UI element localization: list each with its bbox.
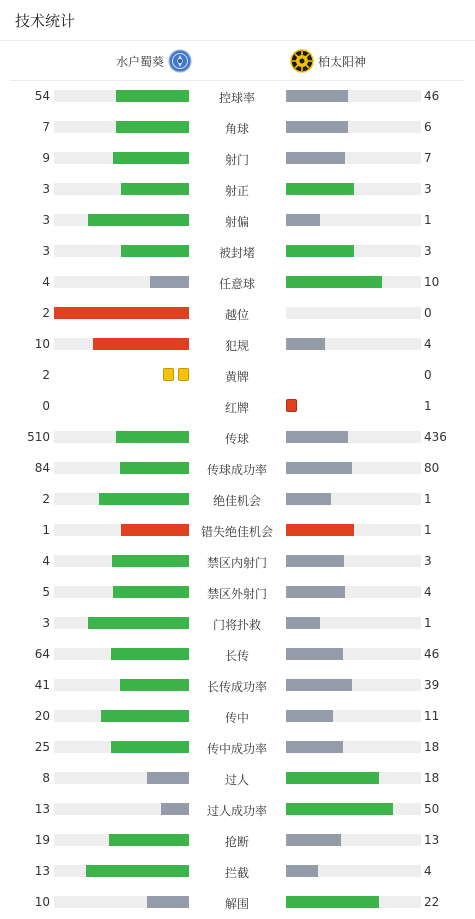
away-bar-fill <box>286 152 345 164</box>
home-bar-fill <box>121 524 189 536</box>
stat-row <box>0 670 475 701</box>
stat-row <box>0 329 475 360</box>
page-title: 技术统计 <box>15 12 76 30</box>
home-stat-value: 2 <box>42 368 50 382</box>
stat-label: 解围 <box>224 897 249 911</box>
stat-label: 长传成功率 <box>206 680 267 694</box>
stat-label: 犯规 <box>224 339 249 353</box>
away-stat-value: 1 <box>424 616 432 630</box>
away-bar-fill <box>286 462 352 474</box>
home-bar-fill <box>113 152 189 164</box>
stat-row <box>0 577 475 608</box>
stat-row <box>0 515 475 546</box>
stat-label: 被封堵 <box>218 246 255 260</box>
stat-row <box>0 422 475 453</box>
stat-label: 传球成功率 <box>206 463 267 477</box>
away-bar-track <box>286 648 421 660</box>
home-bar-track <box>54 834 189 846</box>
away-team[interactable] <box>290 49 366 73</box>
away-bar-fill <box>286 493 331 505</box>
home-bar-fill <box>147 772 189 784</box>
home-bar-fill <box>111 741 189 753</box>
home-bar-track <box>54 679 189 691</box>
home-stat-value: 3 <box>42 182 50 196</box>
stat-label: 抢断 <box>224 835 249 849</box>
home-bar-track <box>54 741 189 753</box>
away-stat-value: 18 <box>424 740 440 754</box>
away-stat-value: 4 <box>424 337 432 351</box>
away-stat-value: 4 <box>424 864 432 878</box>
home-bar-fill <box>161 803 189 815</box>
away-bar-fill <box>286 214 320 226</box>
home-bar-fill <box>120 679 189 691</box>
stat-row <box>0 453 475 484</box>
stat-row <box>0 887 475 918</box>
home-team-name: 水户蜀葵 <box>115 54 164 69</box>
away-bar-fill <box>286 803 393 815</box>
away-stat-value: 4 <box>424 585 432 599</box>
stat-row <box>0 205 475 236</box>
away-bar-track <box>286 834 421 846</box>
stat-label: 控球率 <box>218 91 255 105</box>
away-stat-value: 3 <box>424 182 432 196</box>
away-stat-value: 10 <box>424 275 440 289</box>
stat-row <box>0 856 475 887</box>
away-bar-track <box>286 586 421 598</box>
stat-label: 角球 <box>224 122 249 136</box>
away-stat-value: 50 <box>424 802 440 816</box>
away-bar-track <box>286 524 421 536</box>
home-stat-value: 2 <box>42 492 50 506</box>
stat-label: 红牌 <box>224 401 249 415</box>
away-stat-value: 13 <box>424 833 440 847</box>
stat-row <box>0 484 475 515</box>
away-stat-value: 1 <box>424 523 432 537</box>
home-team[interactable] <box>116 49 192 73</box>
stat-label: 传中 <box>224 711 249 725</box>
away-bar-fill <box>286 183 354 195</box>
away-stat-value: 11 <box>424 709 440 723</box>
home-bar-track <box>54 586 189 598</box>
stat-row <box>0 143 475 174</box>
stat-row <box>0 391 475 422</box>
away-team-name: 柏太阳神 <box>318 54 367 69</box>
stat-row <box>0 360 475 391</box>
away-bar-track <box>286 617 421 629</box>
stat-label: 长传 <box>224 649 249 663</box>
away-stat-value: 1 <box>424 213 432 227</box>
away-bar-track <box>286 741 421 753</box>
away-bar-track <box>286 555 421 567</box>
away-bar-fill <box>286 524 354 536</box>
stat-row <box>0 81 475 112</box>
stat-label: 黄牌 <box>224 370 249 384</box>
stat-row <box>0 825 475 856</box>
stat-label: 拦截 <box>224 866 249 880</box>
home-bar-fill <box>111 648 189 660</box>
stat-label: 传球 <box>224 432 249 446</box>
away-stat-value: 0 <box>424 306 432 320</box>
stat-label: 禁区内射门 <box>206 556 267 570</box>
away-stat-value: 1 <box>424 399 432 413</box>
yellow-card-icon <box>163 368 174 381</box>
away-bar-track <box>286 710 421 722</box>
home-stat-value: 3 <box>42 213 50 227</box>
home-bar-fill <box>112 555 189 567</box>
home-stat-value: 10 <box>34 337 50 351</box>
stat-label: 越位 <box>224 308 249 322</box>
stat-row <box>0 732 475 763</box>
away-bar-track <box>286 183 421 195</box>
away-bar-track <box>286 245 421 257</box>
home-bar-track <box>54 865 189 877</box>
home-bar-fill <box>121 183 189 195</box>
stat-row <box>0 546 475 577</box>
home-stat-value: 84 <box>34 461 50 475</box>
away-bar-fill <box>286 679 352 691</box>
home-bar-fill <box>88 214 189 226</box>
stat-label: 射正 <box>224 184 249 198</box>
away-bar-track <box>286 338 421 350</box>
home-bar-track <box>54 710 189 722</box>
home-bar-fill <box>113 586 189 598</box>
home-bar-fill <box>147 896 189 908</box>
away-bar-fill <box>286 90 348 102</box>
red-card-icon <box>286 399 297 412</box>
home-stat-value: 3 <box>42 244 50 258</box>
home-bar-track <box>54 214 189 226</box>
stat-row <box>0 794 475 825</box>
away-bar-fill <box>286 617 320 629</box>
home-bar-fill <box>101 710 189 722</box>
away-bar-fill <box>286 276 382 288</box>
stat-label: 射偏 <box>224 215 249 229</box>
away-stat-value: 80 <box>424 461 440 475</box>
home-stat-value: 5 <box>42 585 50 599</box>
away-bar-fill <box>286 772 379 784</box>
home-bar-track <box>54 183 189 195</box>
home-bar-track <box>54 121 189 133</box>
home-bar-track <box>54 152 189 164</box>
yellow-card-icon <box>178 368 189 381</box>
away-stat-value: 3 <box>424 554 432 568</box>
away-stat-value: 0 <box>424 368 432 382</box>
away-stat-value: 46 <box>424 647 440 661</box>
away-stat-value: 22 <box>424 895 440 909</box>
away-team-crest-icon <box>290 49 314 73</box>
away-stat-value: 39 <box>424 678 440 692</box>
away-bar-track <box>286 493 421 505</box>
home-bar-fill <box>93 338 189 350</box>
stat-row <box>0 639 475 670</box>
stat-row <box>0 298 475 329</box>
home-bar-track <box>54 90 189 102</box>
home-bar-track <box>54 493 189 505</box>
home-stat-value: 2 <box>42 306 50 320</box>
home-bar-track <box>54 431 189 443</box>
away-bar-fill <box>286 245 354 257</box>
home-bar-fill <box>116 431 189 443</box>
home-bar-fill <box>121 245 189 257</box>
stats-list <box>0 81 475 918</box>
away-bar-fill <box>286 648 343 660</box>
home-bar-fill <box>116 90 189 102</box>
away-bar-track <box>286 803 421 815</box>
stat-row <box>0 174 475 205</box>
stat-label: 过人成功率 <box>206 804 267 818</box>
stat-label: 射门 <box>224 153 249 167</box>
home-bar-track <box>54 555 189 567</box>
away-bar-fill <box>286 121 348 133</box>
home-cards <box>163 368 189 381</box>
home-stat-value: 54 <box>34 89 50 103</box>
stat-label: 禁区外射门 <box>206 587 267 601</box>
home-bar-track <box>54 648 189 660</box>
home-stat-value: 4 <box>42 554 50 568</box>
home-stat-value: 10 <box>34 895 50 909</box>
home-stat-value: 13 <box>34 864 50 878</box>
home-stat-value: 510 <box>27 430 50 444</box>
home-bar-track <box>54 245 189 257</box>
home-bar-track <box>54 307 189 319</box>
home-bar-fill <box>54 307 189 319</box>
away-bar-track <box>286 121 421 133</box>
stat-label: 门将扑救 <box>212 618 261 632</box>
away-stat-value: 3 <box>424 244 432 258</box>
away-bar-track <box>286 90 421 102</box>
stat-label: 绝佳机会 <box>212 494 261 508</box>
home-bar-track <box>54 524 189 536</box>
home-bar-track <box>54 772 189 784</box>
away-stat-value: 18 <box>424 771 440 785</box>
teams-header <box>10 41 465 81</box>
stat-row <box>0 608 475 639</box>
away-bar-fill <box>286 555 344 567</box>
stat-row <box>0 112 475 143</box>
stat-label: 传中成功率 <box>206 742 267 756</box>
home-stat-value: 9 <box>42 151 50 165</box>
away-bar-track <box>286 214 421 226</box>
away-bar-fill <box>286 834 341 846</box>
away-bar-track <box>286 772 421 784</box>
stat-label: 过人 <box>224 773 249 787</box>
stat-label: 错失绝佳机会 <box>200 525 273 539</box>
home-stat-value: 13 <box>34 802 50 816</box>
away-bar-track <box>286 431 421 443</box>
home-bar-fill <box>109 834 189 846</box>
away-stat-value: 436 <box>424 430 447 444</box>
home-stat-value: 19 <box>34 833 50 847</box>
home-bar-fill <box>116 121 189 133</box>
away-bar-fill <box>286 586 345 598</box>
home-stat-value: 1 <box>42 523 50 537</box>
home-bar-track <box>54 803 189 815</box>
home-bar-track <box>54 276 189 288</box>
home-team-crest-icon <box>168 49 192 73</box>
away-stat-value: 6 <box>424 120 432 134</box>
home-bar-fill <box>120 462 189 474</box>
home-bar-track <box>54 617 189 629</box>
home-bar-track <box>54 338 189 350</box>
away-bar-fill <box>286 741 343 753</box>
away-stat-value: 46 <box>424 89 440 103</box>
home-bar-fill <box>99 493 189 505</box>
home-stat-value: 25 <box>34 740 50 754</box>
home-stat-value: 4 <box>42 275 50 289</box>
stat-row <box>0 236 475 267</box>
stat-row <box>0 763 475 794</box>
home-stat-value: 20 <box>34 709 50 723</box>
home-bar-fill <box>150 276 189 288</box>
away-bar-track <box>286 865 421 877</box>
away-stat-value: 1 <box>424 492 432 506</box>
stat-label: 任意球 <box>218 277 255 291</box>
away-bar-fill <box>286 896 379 908</box>
home-stat-value: 7 <box>42 120 50 134</box>
home-stat-value: 41 <box>34 678 50 692</box>
home-stat-value: 3 <box>42 616 50 630</box>
home-bar-track <box>54 896 189 908</box>
away-cards <box>286 399 297 412</box>
home-stat-value: 0 <box>42 399 50 413</box>
away-stat-value: 7 <box>424 151 432 165</box>
away-bar-fill <box>286 338 325 350</box>
home-bar-fill <box>86 865 189 877</box>
away-bar-fill <box>286 431 348 443</box>
away-bar-track <box>286 679 421 691</box>
away-bar-fill <box>286 710 333 722</box>
home-stat-value: 64 <box>34 647 50 661</box>
away-bar-track <box>286 276 421 288</box>
stat-row <box>0 267 475 298</box>
home-bar-track <box>54 462 189 474</box>
away-bar-track <box>286 462 421 474</box>
away-bar-track <box>286 307 421 319</box>
away-bar-track <box>286 896 421 908</box>
home-stat-value: 8 <box>42 771 50 785</box>
away-bar-track <box>286 152 421 164</box>
home-bar-fill <box>88 617 189 629</box>
away-bar-fill <box>286 865 318 877</box>
stat-row <box>0 701 475 732</box>
